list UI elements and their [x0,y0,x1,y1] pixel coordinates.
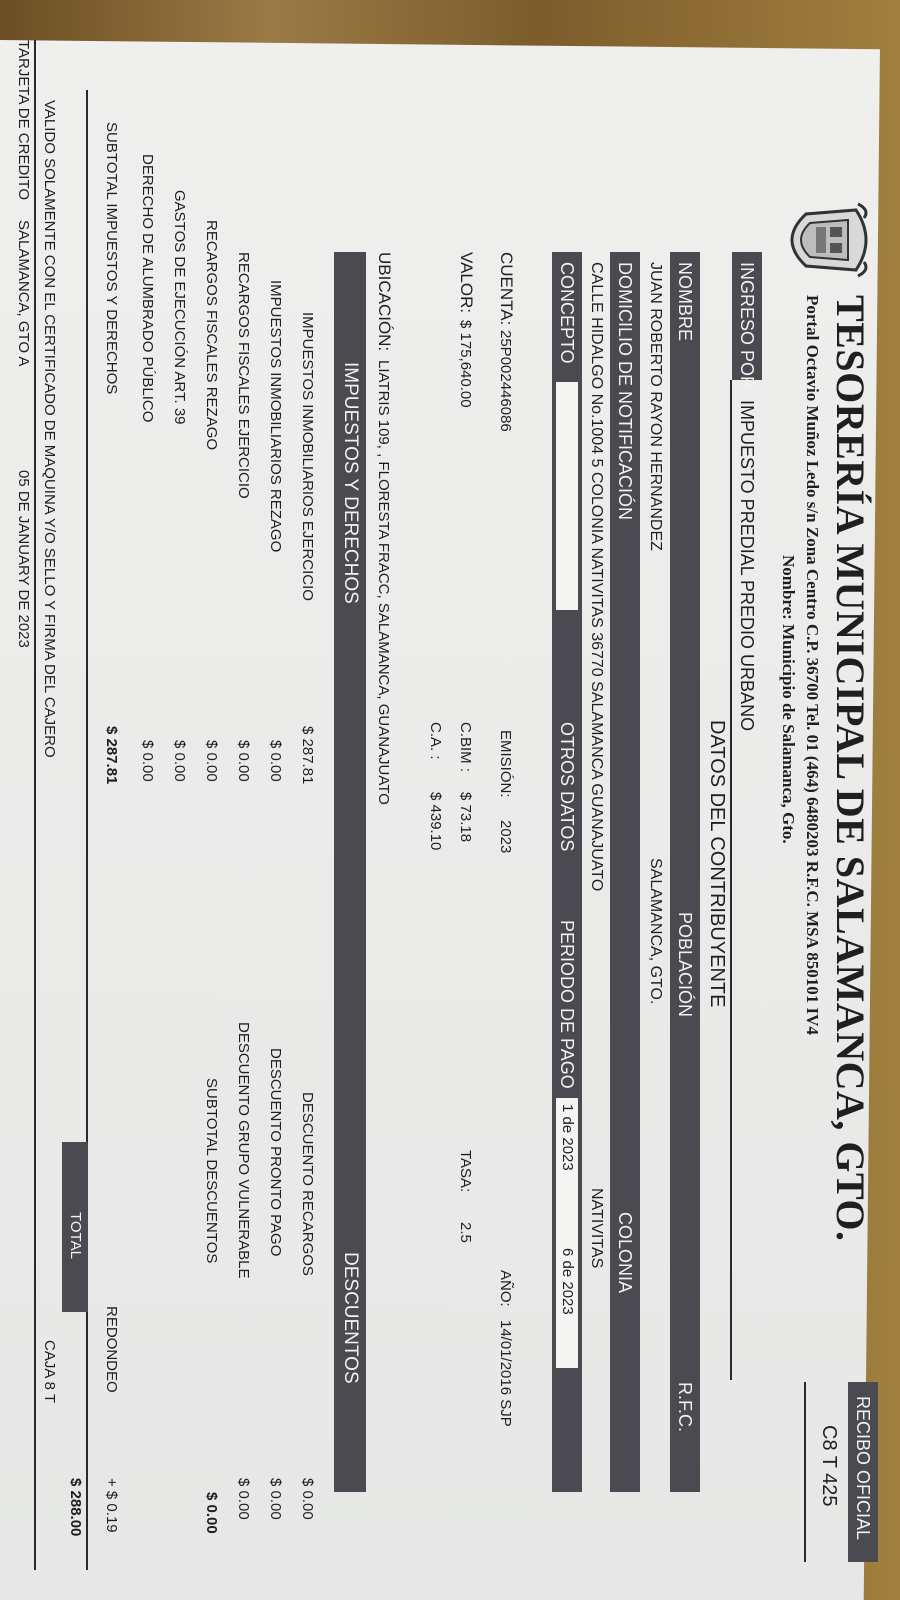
impuesto-item-amount: $ 0.00 [139,740,156,782]
periodo-label: PERIODO DE PAGO [557,920,577,1089]
ca-label: C.A. : [427,722,444,760]
total-label: TOTAL [67,1212,84,1259]
tasa-label: TASA: [457,1150,474,1193]
valor-value: $ 175,640.00 [457,320,474,408]
impuestos-subtotal: $ 287.81 [103,726,120,785]
descuentos-subtotal: $ 0.00 [203,1492,220,1534]
anio-value: 14/01/2016 SJP [497,1320,514,1427]
cbim-label: C.BIM : [457,722,474,773]
contribuyente-colonia: NATIVITAS [588,1188,605,1269]
municipal-coat-of-arms-icon [776,200,876,280]
impuesto-item-amount: $ 0.00 [171,740,188,782]
impuesto-item-label: DERECHO DE ALUMBRADO PÚBLICO [139,154,156,423]
tasa-value: 2.5 [457,1222,474,1243]
descuentos-title: DESCUENTOS [340,1252,361,1384]
ubicacion-label: UBICACIÓN: [375,252,394,352]
ubicacion-value: LIATRIS 109, , FLORESTA FRACC, SALAMANCA, GUANAJUATO [375,360,392,805]
otros-datos-label: OTROS DATOS [557,722,577,852]
ca-value: $ 439.10 [427,792,444,851]
validez-note: VALIDO SOLAMENTE CON EL CERTIFICADO DE MAQUINA Y/O SELLO Y FIRMA DEL CAJERO [41,100,58,758]
redondeo-value: + $ 0.19 [103,1478,120,1533]
impuesto-item-amount: $ 0.00 [235,740,252,782]
total-top-rule [86,90,88,1570]
contribuyente-nombre: JUAN ROBERTO RAYON HERNANDEZ [647,262,664,551]
impuesto-item-amount: $ 287.81 [299,726,316,785]
official-receipt [8,30,888,1570]
impuesto-item-label: IMPUESTOS INMOBILIARIOS EJERCICIO [299,312,316,601]
descuento-item-amount: $ 0.00 [235,1478,252,1520]
total-label-bar [62,1142,88,1312]
concepto-label: CONCEPTO [557,262,577,364]
impuesto-item-amount: $ 0.00 [203,740,220,782]
ingreso-value: IMPUESTO PREDIAL PREDIO URBANO [737,400,757,732]
periodo-value-cell [556,1098,578,1368]
receipt-label: RECIBO OFICIAL [853,1396,873,1541]
valor-label: VALOR: [457,252,476,314]
rfc-column-label: R.F.C. [675,1382,695,1433]
receipt-number: C8 T 425 [818,1425,840,1507]
redondeo-label: REDONDEO [103,1306,120,1393]
nombre-column-label: NOMBRE [675,262,695,342]
descuento-item-label: DESCUENTO PRONTO PAGO [267,1048,284,1257]
caja: CAJA 8 T [41,1340,58,1404]
treasury-name-line: Nombre: Municipio de Salamanca, Gto. [779,555,798,844]
emision-label: EMISIÓN: [497,730,514,798]
cbim-value: $ 73.18 [457,792,474,843]
treasury-title: TESORERÍA MUNICIPAL DE SALAMANCA, GTO. [828,295,873,1242]
domicilio-header-bar [610,252,640,1492]
cuenta-label: CUENTA: [497,252,516,326]
impuesto-item-amount: $ 0.00 [267,740,284,782]
impuesto-item-label: IMPUESTOS INMOBILIARIOS REZAGO [267,280,284,553]
colonia-column-label: COLONIA [615,1212,635,1294]
impuestos-subtotal-label: SUBTOTAL IMPUESTOS Y DERECHOS [103,122,120,395]
contribuyente-section-title: DATOS DEL CONTRIBUYENTE [706,720,728,1008]
impuesto-item-label: GASTOS DE EJECUCIÓN ART. 39 [171,190,188,425]
concepto-empty-cell [556,382,578,610]
periodo-hasta: 6 de 2023 [559,1248,576,1315]
contribuyente-header-bar [670,252,700,1492]
impuestos-title: IMPUESTOS Y DERECHOS [340,362,361,604]
domicilio-column-label: DOMICILIO DE NOTIFICACIÓN [615,262,635,521]
fecha: 05 DE JANUARY DE 2023 [15,470,32,648]
treasury-address: Portal Octavio Muñoz Ledo s/n Zona Centro C.P. 36700 Tel. 01 (464) 6480203 R.F.C. MSA 850101 IV4 [803,295,822,1035]
ingreso-label: INGRESO POR [737,262,757,390]
impuesto-item-label: RECARGOS FISCALES REZAGO [203,220,220,451]
descuento-item-amount: $ 0.00 [299,1478,316,1520]
cuenta-value: 25P002446086 [497,330,514,432]
footer-rule [34,40,36,1570]
forma-pago: TARJETA DE CREDITO [15,40,32,201]
contribuyente-poblacion: SALAMANCA, GTO. [647,858,664,1005]
lugar: SALAMANCA, GTO A [15,220,32,367]
contribuyente-domicilio: CALLE HIDALGO No.1004 5 COLONIA NATIVITAS 36770 SALAMANCA GUANAJUATO [588,262,605,892]
descuento-item-label: DESCUENTO GRUPO VULNERABLE [235,1022,252,1279]
anio-label: AÑO: [497,1270,514,1307]
periodo-desde: 1 de 2023 [559,1104,576,1171]
ingreso-label-bar [732,252,762,390]
emision-value: 2023 [497,820,514,854]
descuentos-subtotal-label: SUBTOTAL DESCUENTOS [203,1078,220,1264]
receipt-number-underline [804,1382,806,1562]
poblacion-column-label: POBLACIÓN [675,912,695,1018]
total-amount: $ 288.00 [67,1478,84,1537]
descuento-item-amount: $ 0.00 [267,1478,284,1520]
impuesto-item-label: RECARGOS FISCALES EJERCICIO [235,252,252,499]
descuento-item-label: DESCUENTO RECARGOS [299,1092,316,1276]
receipt-label-bar [848,1382,878,1562]
ingreso-underline [730,380,732,1380]
impuestos-header-bar [334,252,366,1492]
